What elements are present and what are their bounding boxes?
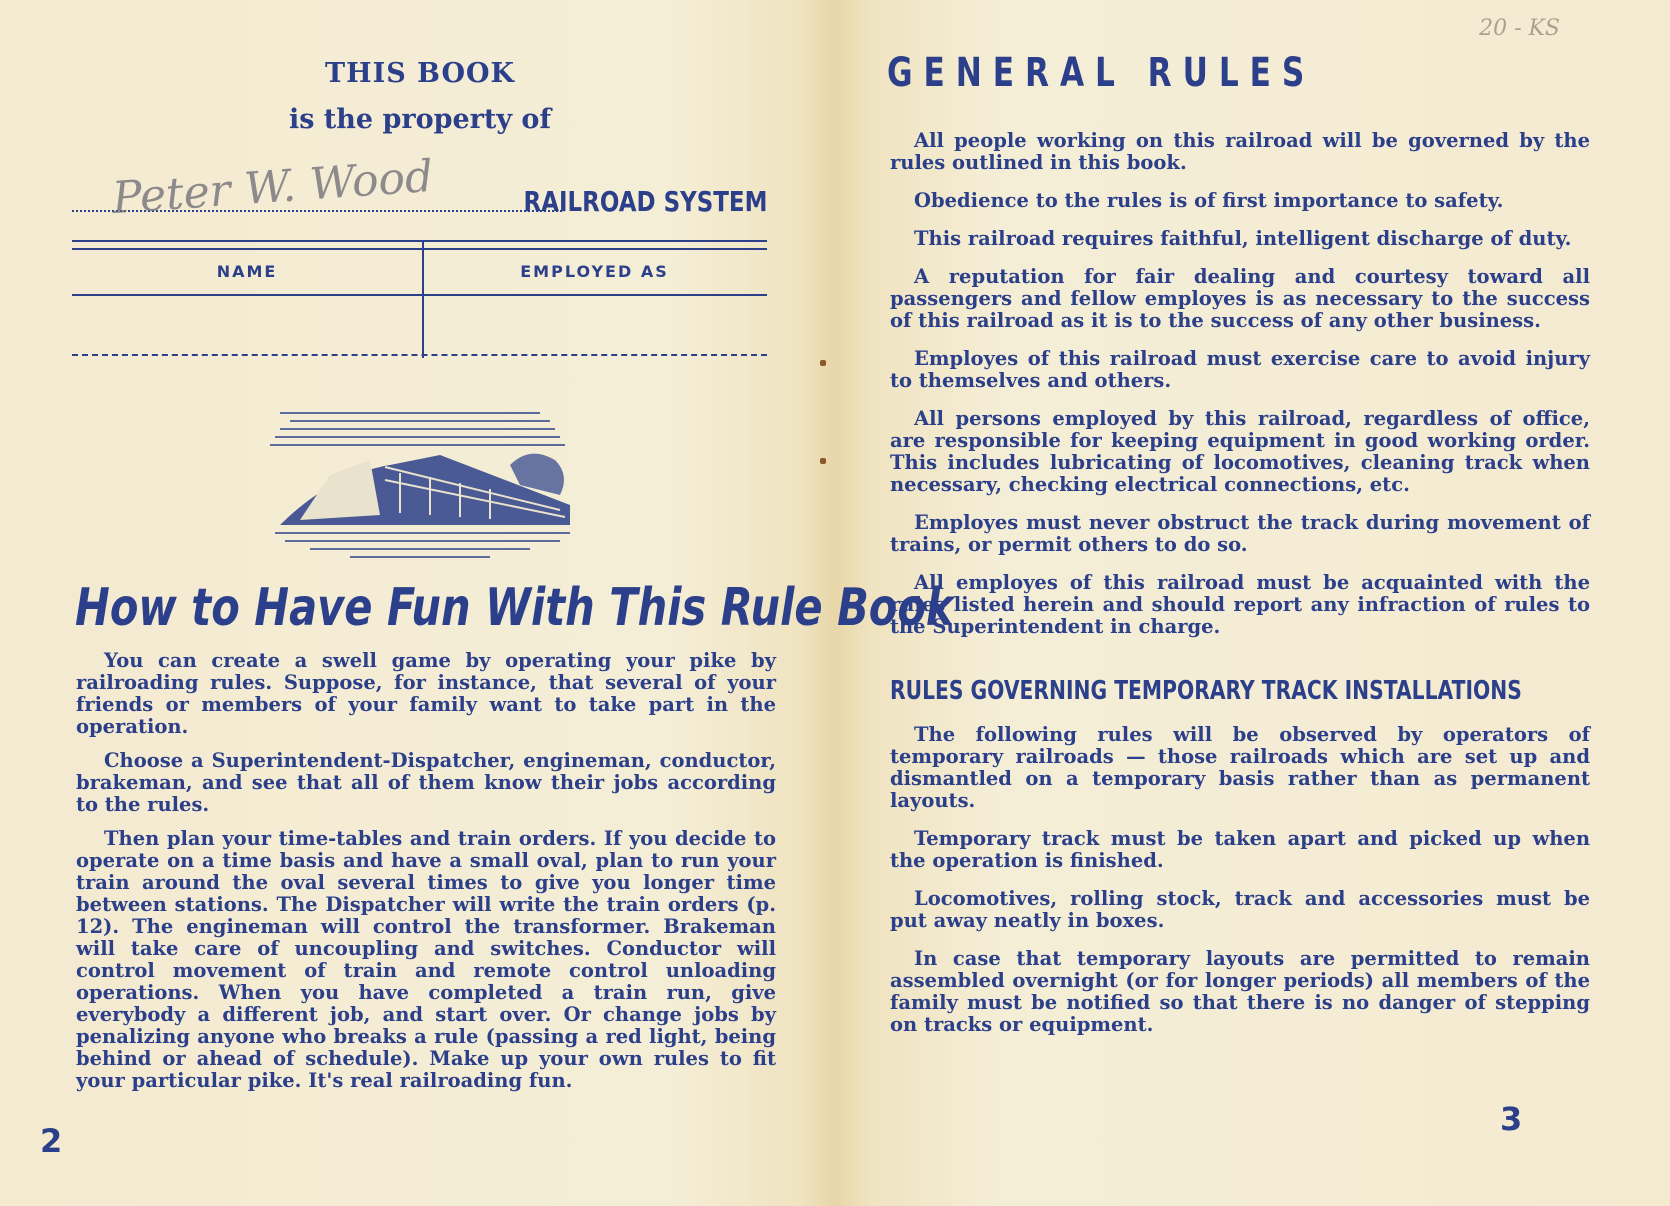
temporary-rule: The following rules will be observed by operators of temporary railroads — those railroads which are set up and dismantled on a temporary basis rather than as permanent layouts. <box>890 723 1590 812</box>
ownership-subtitle: is the property of <box>288 104 552 135</box>
general-rule: Obedience to the rules is of first importance to safety. <box>914 189 1504 212</box>
fun-heading: How to Have Fun With This Rule Book <box>75 578 954 638</box>
general-rule: All employes of this railroad must be acquainted with the rules listed herein and should report any infraction of rules to the Superintendent in charge. <box>890 571 1590 638</box>
table-dashed-line <box>72 354 767 356</box>
general-rule: A reputation for fair dealing and courtesy toward all passengers and fellow employes is as necessary to the success of this railroad as it is to the success of any other business. <box>890 265 1590 332</box>
temporary-rule: Locomotives, rolling stock, track and accessories must be put away neatly in boxes. <box>890 887 1590 932</box>
table-divider <box>422 240 424 358</box>
binding-staple <box>820 360 826 366</box>
table-rule <box>72 248 767 250</box>
train-illustration <box>270 405 575 565</box>
general-rule: Employes must never obstruct the track during movement of trains, or permit others to do so. <box>890 511 1590 556</box>
general-rule: All people working on this railroad will be governed by the rules outlined in this book. <box>890 129 1590 174</box>
temporary-rules-heading: RULES GOVERNING TEMPORARY TRACK INSTALLATIONS <box>890 676 1522 706</box>
right-page <box>835 0 1670 1206</box>
fun-paragraph: You can create a swell game by operating your pike by railroading rules. Suppose, for instance, that several of your friends or members of your family want to take part in the operation. <box>76 649 776 738</box>
page-number-left: 2 <box>40 1122 63 1160</box>
table-rule <box>72 294 767 296</box>
rules-body <box>890 130 1590 1052</box>
corner-handwriting: 20 - KS <box>1479 16 1560 41</box>
general-rule: Employes of this railroad must exercise care to avoid injury to themselves and others. <box>890 347 1590 392</box>
general-rules-heading: GENERAL RULES <box>887 50 1316 96</box>
general-rule: All persons employed by this railroad, regardless of office, are responsible for keeping equipment in good working order. This includes lubricating of locomotives, cleaning track when necessary, checking electrical connections, etc. <box>890 407 1590 496</box>
railroad-system-label: RAILROAD SYSTEM <box>523 185 767 218</box>
table-rule <box>72 240 767 242</box>
general-rule: This railroad requires faithful, intelligent discharge of duty. <box>914 227 1572 250</box>
column-employed-as: EMPLOYED AS <box>520 262 669 281</box>
temporary-rule: In case that temporary layouts are permitted to remain assembled overnight (or for longer periods) all members of the family must be notified so that there is no danger of stepping on tracks or equipment. <box>890 947 1590 1036</box>
fun-paragraph: Choose a Superintendent-Dispatcher, engineman, conductor, brakeman, and see that all of them know their jobs according to the rules. <box>76 749 776 816</box>
ownership-title: THIS BOOK <box>325 58 515 89</box>
signature-row <box>72 150 767 225</box>
ownership-table <box>72 240 767 358</box>
fun-body <box>76 650 776 1104</box>
column-name: NAME <box>216 262 278 281</box>
temporary-rule: Temporary track must be taken apart and picked up when the operation is finished. <box>890 827 1590 872</box>
binding-staple <box>820 458 826 464</box>
owner-signature: Peter W. Wood <box>110 150 435 225</box>
fun-paragraph: Then plan your time-tables and train orders. If you decide to operate on a time basis and have a small oval, plan to run your train around the oval several times to give you longer time between stations. The Dispatcher will write the train orders (p. 12). The engineman will control the transformer. Brakeman will take care of uncoupling and switches. Conductor will control movement of train and remote control unloading operations. When you have completed a train run, give everybody a different job, and start over. Or change jobs by penalizing anyone who breaks a rule (passing a red light, being behind or ahead of schedule). Make up your own rules to fit your particular pike. It's real railroading fun. <box>76 827 776 1092</box>
page-number-right: 3 <box>1500 1100 1523 1138</box>
